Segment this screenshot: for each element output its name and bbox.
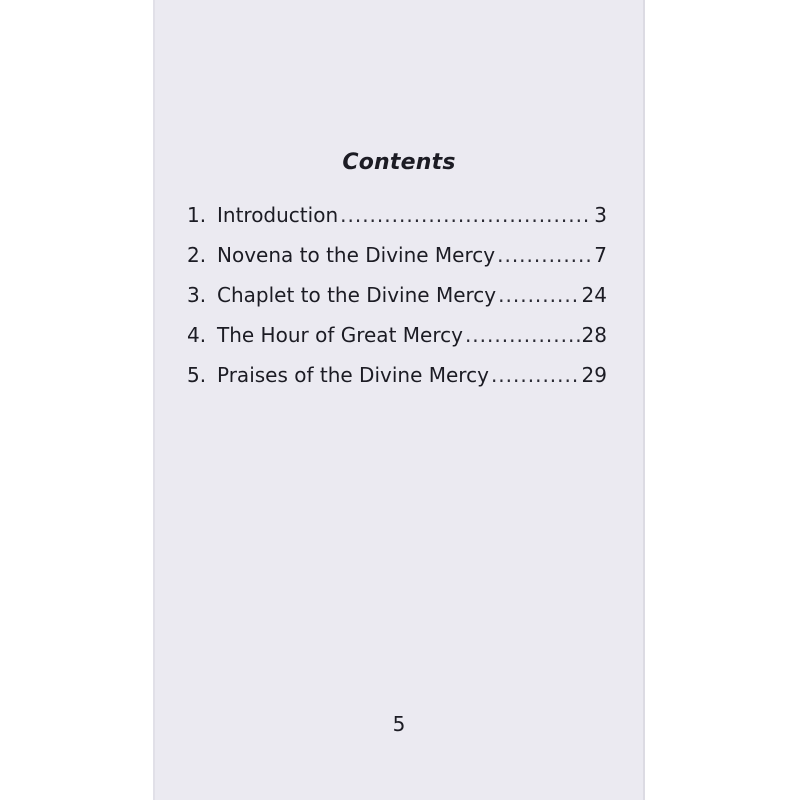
toc-leader-dots	[491, 363, 580, 387]
toc-leader-dots	[498, 283, 579, 307]
toc-leader-dots	[340, 203, 592, 227]
toc-entry-introduction	[187, 203, 607, 243]
toc-entry-page: 24	[581, 283, 607, 307]
toc-entry-number: 4.	[187, 323, 207, 347]
toc-entry-title: Chaplet to the Divine Mercy	[217, 283, 497, 307]
toc-entry-title: The Hour of Great Mercy	[217, 323, 463, 347]
toc-entry-praises	[187, 363, 607, 403]
toc-entry-title: Novena to the Divine Mercy	[217, 243, 496, 267]
toc-leader-dots	[497, 243, 592, 267]
toc-entry-hour-of-great-mercy	[187, 323, 607, 363]
toc-entry-page: 29	[581, 363, 607, 387]
toc-leader-dots	[465, 323, 580, 347]
table-of-contents	[187, 203, 607, 403]
contents-heading: Contents	[342, 150, 456, 175]
toc-entry-title: Praises of the Divine Mercy	[217, 363, 489, 387]
toc-entry-title: Introduction	[217, 203, 339, 227]
toc-entry-page: 28	[581, 323, 607, 347]
toc-entry-number: 3.	[187, 283, 207, 307]
toc-entry-number: 5.	[187, 363, 207, 387]
toc-entry-novena	[187, 243, 607, 283]
toc-entry-number: 2.	[187, 243, 207, 267]
page-number: 5	[392, 712, 406, 736]
toc-entry-page: 7	[594, 243, 607, 267]
toc-entry-number: 1.	[187, 203, 207, 227]
book-page	[153, 0, 645, 800]
toc-entry-chaplet	[187, 283, 607, 323]
toc-entry-page: 3	[594, 203, 607, 227]
